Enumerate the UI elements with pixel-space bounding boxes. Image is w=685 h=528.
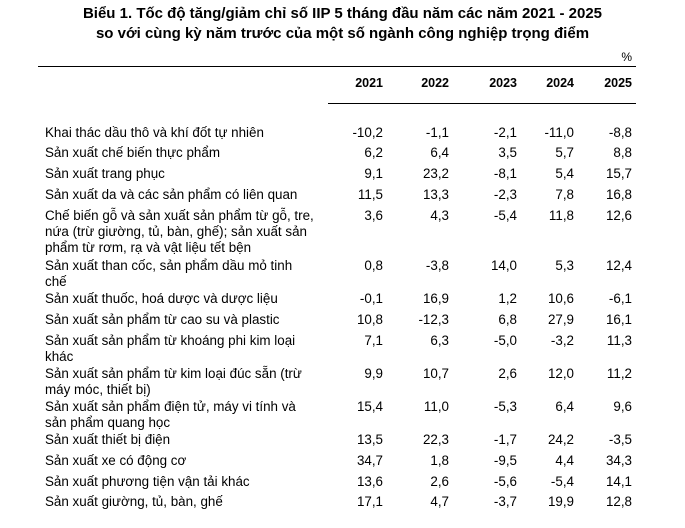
value-2023: -5,4 [493,208,517,223]
industry-label: Chế biến gỗ và sản xuất sản phẩm từ gỗ, tre, nứa (trừ giường, tủ, bàn, ghế); sản xuất sản phẩm từ rơm, rạ và vật liệu tết bện [45,208,314,255]
value-2022: 10,7 [422,366,449,381]
value-2021: 10,8 [356,312,383,327]
value-2022: 22,3 [422,432,449,447]
value-2023: 6,8 [498,312,517,327]
value-2024: 6,4 [555,399,574,414]
value-2022: 11,0 [423,399,449,414]
value-2021: 9,1 [364,166,383,181]
value-2023: -5,6 [493,474,517,489]
value-2025: 34,3 [605,453,632,468]
value-2024: -3,2 [550,333,574,348]
value-2021: 6,2 [364,145,383,160]
unit-label: % [621,50,632,64]
value-2025: 16,8 [605,187,632,202]
value-2023: -1,7 [493,432,517,447]
value-2023: 1,2 [498,291,517,306]
value-2023: -9,5 [493,453,517,468]
value-2023: -3,7 [493,494,517,509]
value-2024: 4,4 [555,453,574,468]
value-2021: 3,6 [364,208,383,223]
value-2025: 12,4 [605,258,632,273]
industry-label: Sản xuất phương tiện vận tải khác [45,474,250,489]
value-2024: 7,8 [555,187,574,202]
value-2024: 10,6 [547,291,574,306]
value-2025: 12,6 [605,208,632,223]
value-2025: 16,1 [605,312,632,327]
industry-label: Sản xuất thiết bị điện [45,432,171,447]
value-2022: -1,1 [425,125,449,140]
industry-label: Sản xuất sản phẩm điện tử, máy vi tính và sản phẩm quang học [45,399,296,430]
value-2024: 5,4 [555,166,574,181]
value-2024: 24,2 [547,432,574,447]
value-2022: 13,3 [422,187,449,202]
value-2023: -5,3 [493,399,517,414]
value-2025: -8,8 [608,125,632,140]
value-2024: 5,7 [555,145,574,160]
value-2025: 12,8 [605,494,632,509]
value-2021: 9,9 [364,366,383,381]
year-header-2021: 2021 [355,76,383,90]
value-2021: 13,5 [356,432,383,447]
value-2022: 6,3 [430,333,449,348]
value-2023: 14,0 [490,258,517,273]
value-2022: 23,2 [422,166,449,181]
value-2025: 9,6 [613,399,632,414]
value-2021: -10,2 [352,125,383,140]
value-2021: 0,8 [364,258,383,273]
chart-title-line-1: Biểu 1. Tốc độ tăng/giảm chỉ số IIP 5 tháng đầu năm các năm 2021 - 2025 [82,5,603,22]
industry-label: Sản xuất da và các sản phẩm có liên quan [45,187,298,202]
value-2021: 7,1 [364,333,383,348]
industry-label: Khai thác dầu thô và khí đốt tự nhiên [45,125,264,140]
industry-label: Sản xuất sản phẩm từ khoáng phi kim loại khác [45,333,296,364]
value-2024: 11,8 [548,208,574,223]
value-2024: 12,0 [547,366,574,381]
value-2021: 17,1 [356,494,383,509]
industry-label: Sản xuất giường, tủ, bàn, ghế [45,494,223,509]
value-2025: -6,1 [608,291,632,306]
industry-label: Sản xuất trang phục [45,166,165,181]
value-2024: 27,9 [547,312,574,327]
value-2025: 8,8 [613,145,632,160]
value-2023: 3,5 [498,145,517,160]
year-header-2023: 2023 [489,76,517,90]
value-2022: -3,8 [425,258,449,273]
value-2021: 11,5 [357,187,383,202]
industry-label: Sản xuất chế biến thực phẩm [45,145,220,160]
value-2021: 15,4 [356,399,383,414]
value-2025: 11,2 [606,366,632,381]
header-rule [328,103,636,104]
value-2024: 5,3 [555,258,574,273]
value-2023: -2,1 [493,125,517,140]
industry-label: Sản xuất xe có động cơ [45,453,187,468]
value-2023: -2,3 [493,187,517,202]
value-2022: 4,7 [430,494,449,509]
industry-label: Sản xuất sản phẩm từ cao su và plastic [45,312,280,327]
industry-label: Sản xuất sản phẩm từ kim loại đúc sẵn (trừ máy móc, thiết bị) [45,366,302,397]
value-2021: 13,6 [356,474,383,489]
value-2025: 15,7 [605,166,632,181]
year-header-2024: 2024 [546,76,574,90]
year-header-2025: 2025 [604,76,632,90]
value-2022: 2,6 [430,474,449,489]
year-header-2022: 2022 [421,76,449,90]
value-2023: -5,0 [493,333,517,348]
value-2021: 34,7 [356,453,383,468]
value-2022: -12,3 [418,312,449,327]
industry-label: Sản xuất than cốc, sản phẩm dầu mỏ tinh chế [45,258,293,289]
industry-label: Sản xuất thuốc, hoá dược và dược liệu [45,291,278,306]
value-2022: 16,9 [422,291,449,306]
value-2023: 2,6 [498,366,517,381]
value-2025: -3,5 [608,432,632,447]
chart-title-line-2: so với cùng kỳ năm trước của một số ngành công nghiệp trọng điểm [95,25,590,42]
value-2022: 4,3 [430,208,449,223]
value-2024: 19,9 [547,494,574,509]
top-rule [38,66,636,67]
value-2024: -11,0 [544,125,574,140]
value-2021: -0,1 [359,291,383,306]
value-2024: -5,4 [550,474,574,489]
value-2025: 11,3 [606,333,632,348]
value-2023: -8,1 [493,166,517,181]
value-2025: 14,1 [605,474,632,489]
value-2022: 6,4 [430,145,449,160]
value-2022: 1,8 [430,453,449,468]
